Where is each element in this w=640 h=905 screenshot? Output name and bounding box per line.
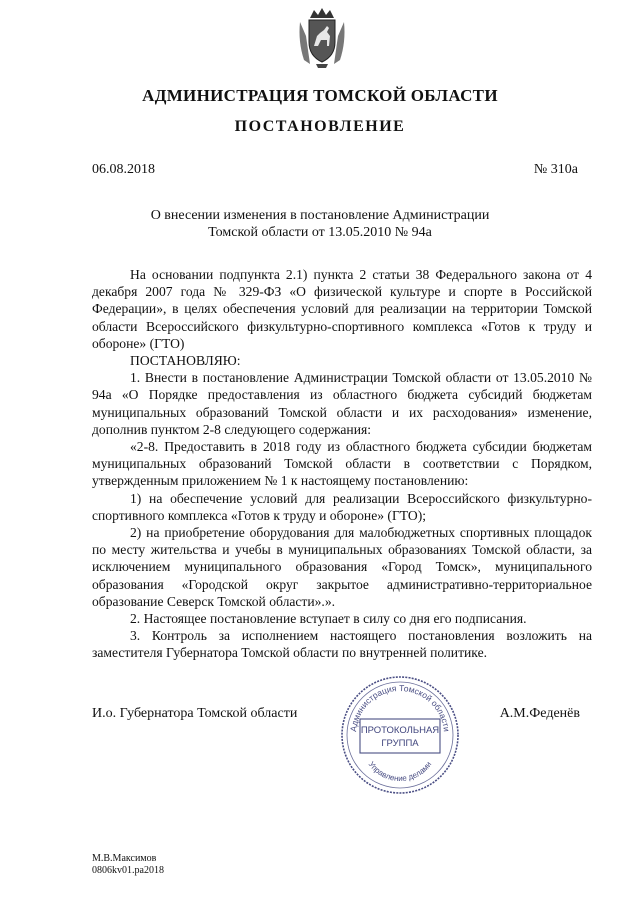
official-stamp [338,673,462,797]
signer-name: А.М.Феденёв [499,706,580,721]
tomsk-coat-of-arms-icon [296,6,348,70]
document-date: 06.08.2018 [92,162,155,177]
signer-title: И.о. Губернатора Томской области [92,706,298,721]
subitem-1-paragraph: 1) на обеспечение условий для реализации Всероссийского физкультурно-спортивного комплекса «Готов к труду и обороне» (ГТО); [92,490,592,523]
file-code: 0806kv01.pa2018 [92,865,164,876]
item-3-paragraph: 3. Контроль за исполнением настоящего постановления возложить на заместителя Губернатора Томской области по внутренней политике. [92,628,592,661]
stamp-inner-line-2: ГРУППА [381,738,419,749]
stamp-outer-top-text: Администрация Томской области [348,682,452,733]
subject-line-2: Томской области от 13.05.2010 № 94а [208,225,432,240]
stamp-inner-line-1: ПРОТОКОЛЬНАЯ [360,725,440,736]
subitem-2-paragraph: 2) на приобретение оборудования для малобюджетных спортивных площадок по месту жительства и учебы в муниципальных образованиях Томской области, за исключением муниципального образования «Город Томск», муниципального образования «Городской округ закрытое административно-территориальное образование Северск Томской области».». [92,525,592,609]
executor-info [92,853,164,877]
item-1-paragraph: 1. Внести в постановление Администрации Томской области от 13.05.2010 № 94а «О Порядке предоставления из областного бюджета субсидий бюджетам муниципальных образований Томской области и их расходования» изменение, дополнив пунктом 2-8 следующего содержания: [92,370,592,437]
subject-line-1: О внесении изменения в постановление Администрации [150,208,490,223]
document-number: № 310а [533,162,578,177]
decree-word: ПОСТАНОВЛЯЮ: [130,353,241,369]
preamble-paragraph: На основании подпункта 2.1) пункта 2 статьи 38 Федерального закона от 4 декабря 2007 года № 329-ФЗ «О физической культуре и спорте в Российской Федерации», в целях обеспечения условий для реализации на территории Томской области Всероссийского физкультурно-спортивного комплекса «Готов к труду и обороне» (ГТО) [92,267,592,351]
executor-name: М.В.Максимов [92,853,157,864]
organization-title: АДМИНИСТРАЦИЯ ТОМСКОЙ ОБЛАСТИ [142,86,498,105]
item-2-paragraph: 2. Настоящее постановление вступает в силу со дня его подписания. [130,611,527,627]
item-1-quote-paragraph: «2-8. Предоставить в 2018 году из областного бюджета субсидии бюджетам муниципальных образований Томской области в соответствии с Порядком, утвержденным приложением № 1 к настоящему постановлению: [92,439,592,489]
document-body [92,266,592,662]
stamp-outer-bottom-text: Управление делами [366,759,434,784]
document-subject [0,207,640,241]
document-type: ПОСТАНОВЛЕНИЕ [234,118,406,135]
